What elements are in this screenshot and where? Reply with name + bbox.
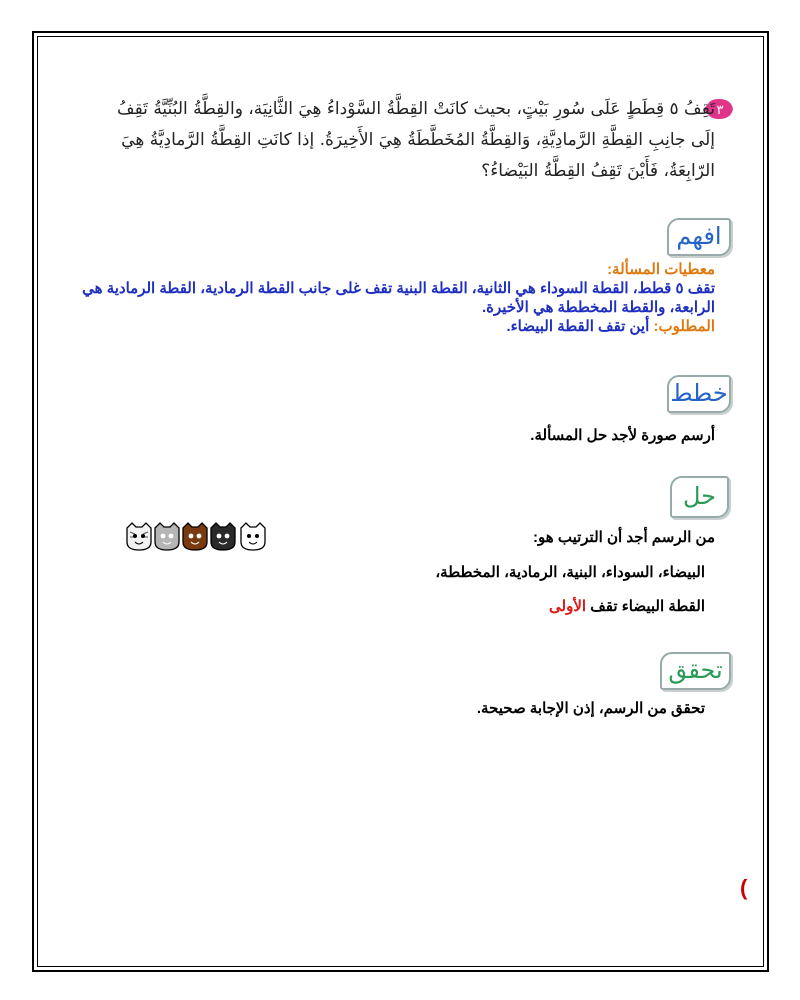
- cat-white-icon: [241, 523, 265, 550]
- plan-text: أرسم صورة لأجد حل المسألة.: [530, 427, 715, 444]
- answer-prefix: القطة البيضاء تقف: [590, 598, 705, 615]
- stray-parenthesis: (: [740, 875, 748, 900]
- tag-understand-label: افهم: [676, 222, 722, 250]
- cat-striped-icon: [127, 523, 151, 550]
- check-text: تحقق من الرسم، إذن الإجابة صحيحة.: [476, 700, 705, 717]
- tag-check-label: تحقق: [668, 656, 723, 684]
- required-label: المطلوب:: [653, 318, 715, 335]
- givens-label: معطيات المسألة:: [607, 261, 715, 278]
- tag-check: [660, 652, 731, 690]
- solve-answer: [305, 597, 705, 615]
- answer-highlight: الأولى: [549, 598, 587, 615]
- tag-solve-label: حل: [682, 482, 716, 510]
- tag-plan-label: خطط: [670, 379, 728, 407]
- problem-text: تَقِفُ ٥ قِطَطٍ عَلَى سُورِ بَيْتٍ، بحيث كانَتْ القِطَّةُ السَّوْداءُ هِيَ الثَّانِيَة، والقِطَّةُ البُنِّيَّةُ تَقِفُ إلَى جانِبِ القِطَّةِ الرَّمادِيَّةِ، وَالقِطَّةُ المُخَطَّطَةُ هِيَ الأَخِيرَةُ. إذا كانَتِ القِطَّةُ الرَّمادِيَّةُ هِيَ الرّابِعَةُ، فَأَيْنَ تَقِفُ القِطَّةُ البَيْضاءُ؟: [116, 99, 715, 181]
- problem-number: ٣: [716, 103, 724, 118]
- cat-brown-icon: [183, 523, 207, 550]
- understand-section: [75, 260, 715, 336]
- tag-plan: [667, 375, 731, 413]
- solve-order-list: البيضاء، السوداء، البنية، الرمادية، المخططة،: [435, 564, 705, 581]
- tag-understand: [667, 218, 731, 256]
- solve-order-intro: من الرسم أجد أن الترتيب هو:: [533, 529, 715, 546]
- cats-drawing: [125, 520, 270, 552]
- tag-solve: [670, 476, 729, 518]
- required-text: أين تقف القطة البيضاء.: [506, 318, 650, 335]
- cat-gray-icon: [155, 523, 179, 550]
- cat-black-icon: [211, 523, 235, 550]
- givens-text: تقف ٥ قطط، القطة السوداء هي الثانية، القطة البنية تقف غلى جانب القطة الرمادية، القطة الرمادية هي الرابعة، والقطة المخططة هي الأخيرة.: [82, 280, 715, 316]
